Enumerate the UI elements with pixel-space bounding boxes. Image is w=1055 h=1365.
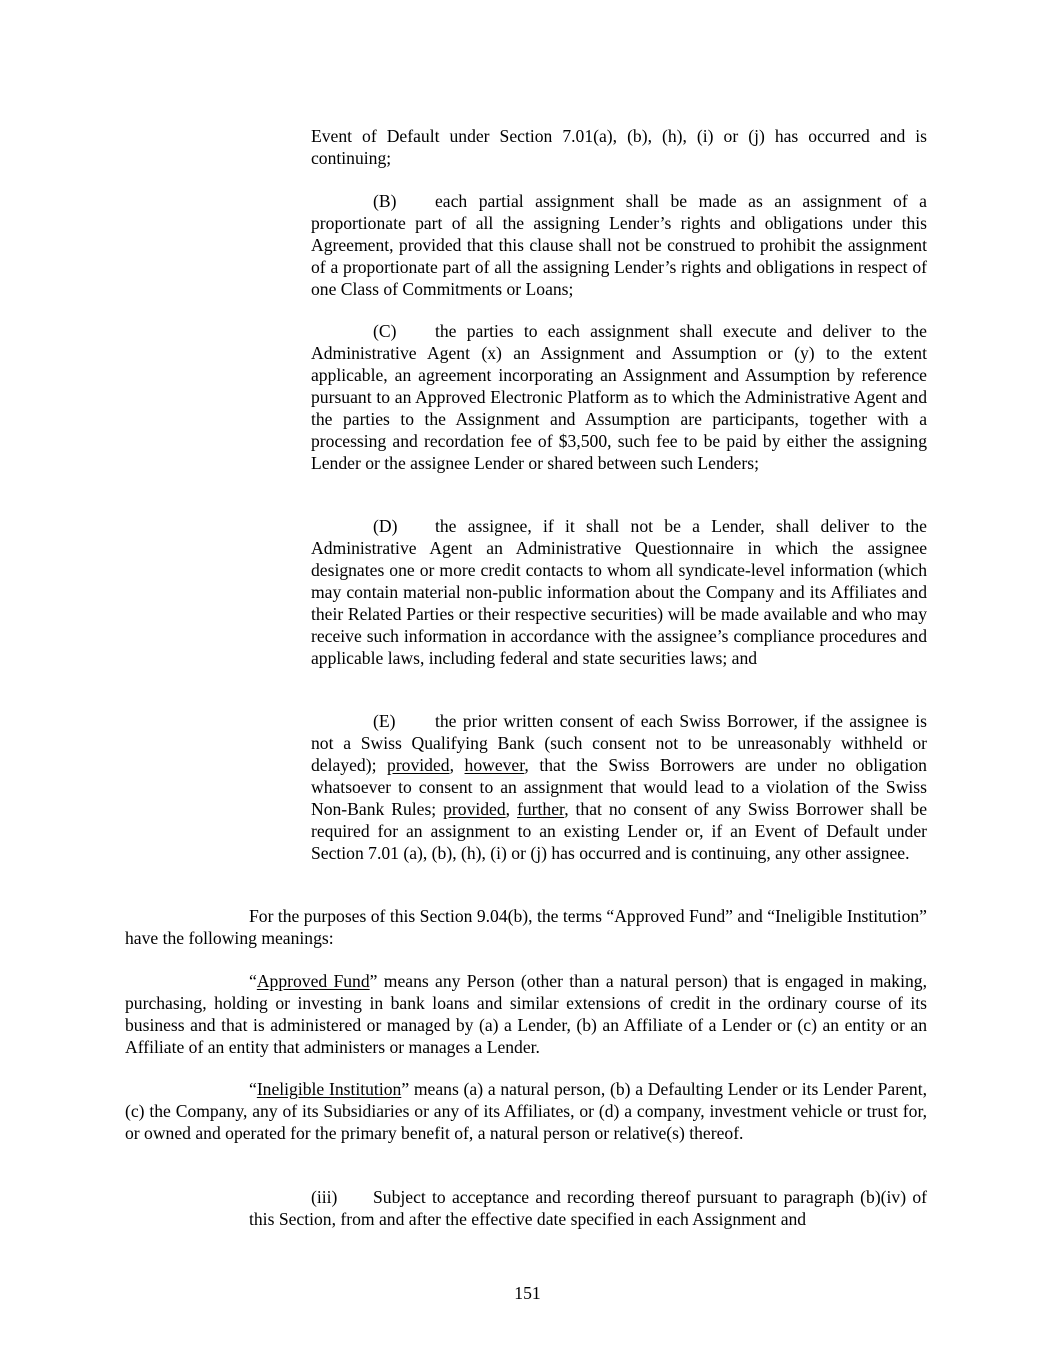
purposes-paragraph xyxy=(125,905,927,949)
defined-term: Ineligible Institution xyxy=(256,1079,402,1099)
clause-label: (B) xyxy=(373,191,397,211)
approved-fund-definition: “Approved Fund” means any Person (other than a natural person) that is engaged in making, purchasing, holding or investing in bank loans and similar extensions of credit in the ordinary course of its business and that is administered or managed by (a) a Lender, (b) an Affiliate of a Lender or (c) an entity or an Affiliate of an entity that administers or manages a Lender. xyxy=(125,971,927,1057)
however-term: however xyxy=(464,755,525,775)
clause-text: each partial assignment shall be made as an assignment of a proportionate part of all the assigning Lender’s rights and obligations under this Agreement, provided that this clause shall not be construed to prohibit the assignment of a proportionate part of all the assigning Lender’s rights and obligations in respect of one Class of Commitments or Loans; xyxy=(311,191,927,299)
provided-term: provided xyxy=(387,755,450,775)
ineligible-institution-definition: “Ineligible Institution” means (a) a natural person, (b) a Defaulting Lender or its Lender Parent, (c) the Company, any of its Subsidiaries or any of its Affiliates, or (d) a company, investment vehicle or trust for, or owned and operated for the primary benefit of, a natural person or relative(s) thereof. xyxy=(125,1079,927,1143)
paragraph-text: Event of Default under Section 7.01(a), (b), (h), (i) or (j) has occurred and is continuing; xyxy=(311,126,927,168)
clause-b xyxy=(311,190,927,300)
definition-text: ” means any Person (other than a natural person) that is engaged in making, purchasing, holding or investing in bank loans and similar extensions of credit in the ordinary course of its business and that is administered or managed by (a) a Lender, (b) an Affiliate of a Lender or (c) an entity or an Affiliate of an entity that administers or manages a Lender. xyxy=(125,971,927,1057)
paragraph-text: For the purposes of this Section 9.04(b), the terms “Approved Fund” and “Ineligible Institution” have the following meanings: xyxy=(125,906,927,948)
clause-d xyxy=(311,515,927,669)
definition-text: ” means (a) a natural person, (b) a Defaulting Lender or its Lender Parent, (c) the Company, any of its Subsidiaries or any of its Affiliates, or (d) a company, investment vehicle or trust for, or owned and operated for the primary benefit of, a natural person or relative(s) thereof. xyxy=(125,1079,927,1143)
clause-label: (C) xyxy=(373,321,397,341)
clause-e: (E) the prior written consent of each Swiss Borrower, if the assignee is not a Swiss Qualifying Bank (such consent not to be unreasonably withheld or delayed); provided, however, that the Swiss Borrowers are under no obligation whatsoever to consent to an assignment that would lead to a violation of the Swiss Non-Bank Rules; provided, further, that no consent of any Swiss Borrower shall be required for an assignment to an existing Lender or, if an Event of Default under Section 7.01 (a), (b), (h), (i) or (j) has occurred and is continuing, any other assignee. xyxy=(311,711,927,863)
clause-label: (D) xyxy=(373,516,398,536)
clause-text: the prior written consent of each Swiss Borrower, if the assignee is not a Swiss Qualifying Bank (such consent not to be unreasonably withheld or delayed); xyxy=(311,711,927,775)
page-number: 151 xyxy=(514,1283,541,1303)
provided-term: provided xyxy=(443,799,506,819)
clause-text: the parties to each assignment shall execute and deliver to the Administrative Agent (x) an Assignment and Assumption or (y) to the extent applicable, an agreement incorporating an Assignment and Assumption by reference pursuant to an Approved Electronic Platform as to which the Administrative Agent and the parties to the Assignment and Assumption are participants, together with a processing and recordation fee of $3,500, such fee to be paid by either the assigning Lender or the assignee Lender or shared between such Lenders; xyxy=(311,321,927,473)
clause-label: (iii) xyxy=(311,1187,338,1207)
continued-paragraph xyxy=(311,125,927,169)
defined-term: Approved Fund xyxy=(256,971,370,991)
further-term: further xyxy=(517,799,565,819)
clause-iii xyxy=(249,1186,927,1230)
clause-label: (E) xyxy=(373,711,396,731)
clause-text: the assignee, if it shall not be a Lender, shall deliver to the Administrative Agent an Administrative Questionnaire in which the assignee designates one or more credit contacts to whom all syndicate-level information (which may contain material non-public information about the Company and its Affiliates and their Related Parties or their respective securities) will be made available and who may receive such information in accordance with the assignee’s compliance procedures and applicable laws, including federal and state securities laws; and xyxy=(311,516,927,668)
clause-text: Subject to acceptance and recording thereof pursuant to paragraph (b)(iv) of this Section, from and after the effective date specified in each Assignment and xyxy=(249,1187,927,1229)
clause-c xyxy=(311,320,927,474)
